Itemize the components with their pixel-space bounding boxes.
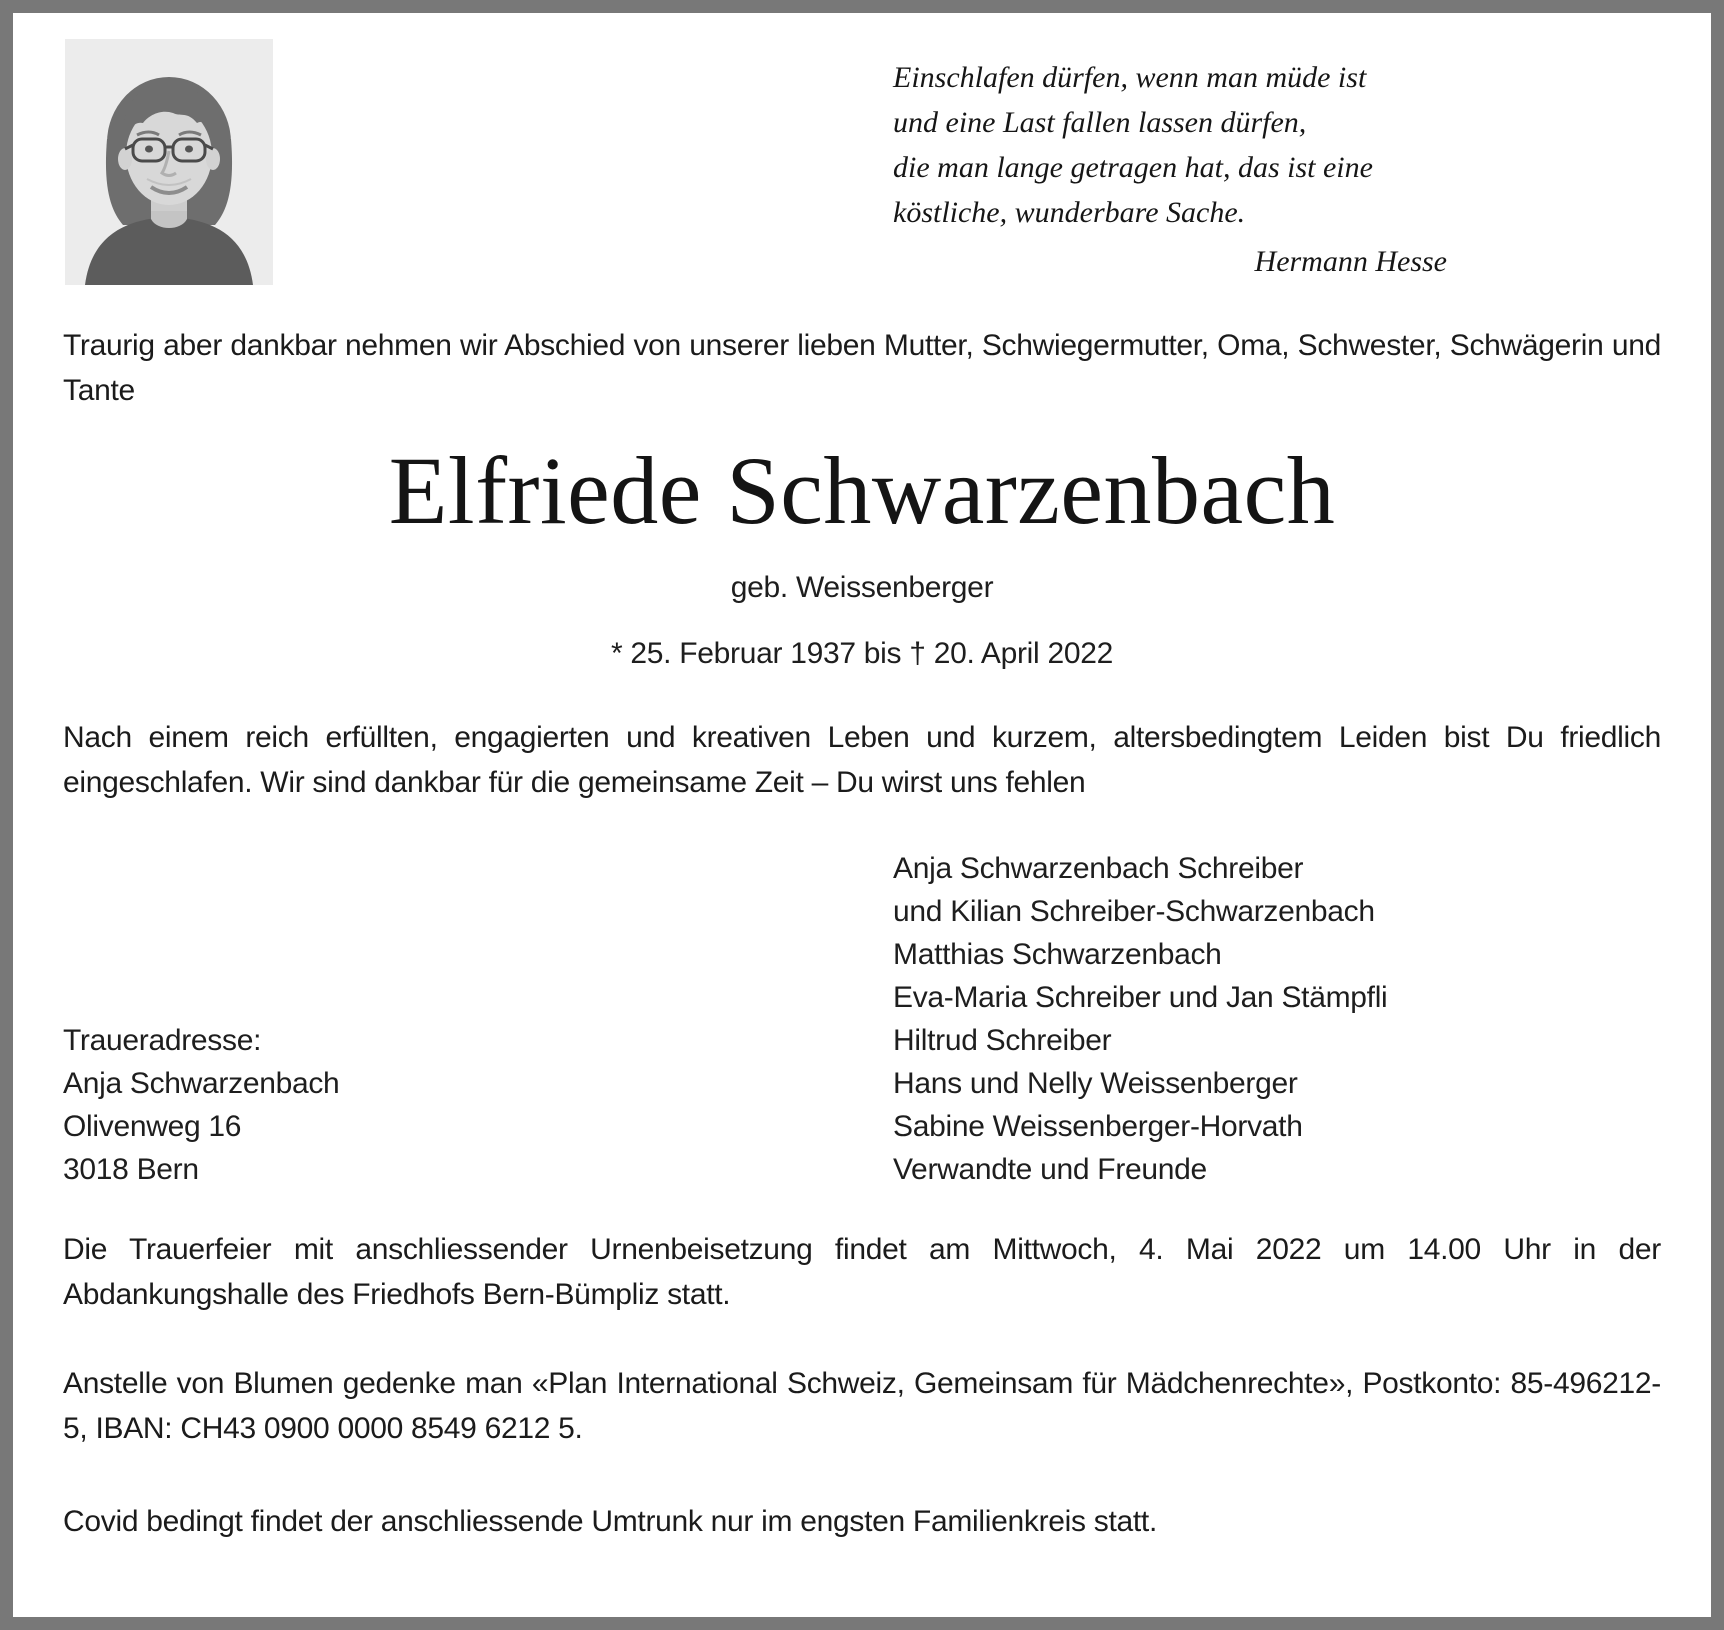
mourning-address-line: 3018 Bern <box>63 1153 199 1186</box>
mourner-line: und Kilian Schreiber-Schwarzenbach <box>893 895 1375 928</box>
mourners-section <box>63 847 1661 1191</box>
quote-line: die man lange getragen hat, das ist eine <box>893 151 1373 184</box>
mourner-line: Hans und Nelly Weissenberger <box>893 1067 1298 1100</box>
mourner-line: Matthias Schwarzenbach <box>893 938 1222 971</box>
mourning-address <box>63 847 893 1191</box>
service-info-paragraph: Die Trauerfeier mit anschliessender Urnenbeisetzung findet am Mittwoch, 4. Mai 2022 um 14.00 Uhr in der Abdankungshalle des Friedhofs Bern-Bümpliz statt. <box>63 1233 1661 1311</box>
quote-line: und eine Last fallen lassen dürfen, <box>893 106 1307 139</box>
deceased-name: Elfriede Schwarzenbach <box>388 437 1336 544</box>
birth-death-dates: * 25. Februar 1937 bis † 20. April 2022 <box>611 637 1113 670</box>
covid-note-paragraph: Covid bedingt findet der anschliessende Umtrunk nur im engsten Familienkreis statt. <box>63 1505 1157 1538</box>
obituary-content <box>13 13 1711 1617</box>
memorial-quote <box>893 55 1483 284</box>
mourning-address-line: Anja Schwarzenbach <box>63 1067 340 1100</box>
mourning-address-line: Olivenweg 16 <box>63 1110 242 1143</box>
quote-attribution: Hermann Hesse <box>1254 245 1447 278</box>
mourners-list <box>893 847 1387 1191</box>
maiden-name: geb. Weissenberger <box>730 571 994 604</box>
quote-line: Einschlafen dürfen, wenn man müde ist <box>893 61 1367 94</box>
farewell-paragraph: Nach einem reich erfüllten, engagierten und kreativen Leben und kurzem, altersbedingtem Leiden bist Du friedlich eingeschlafen. Wir sind dankbar für die gemeinsame Zeit – Du wirst uns fehlen <box>63 721 1661 799</box>
mourner-line: Sabine Weissenberger-Horvath <box>893 1110 1303 1143</box>
quote-line: köstliche, wunderbare Sache. <box>893 196 1246 229</box>
mourner-line: Anja Schwarzenbach Schreiber <box>893 852 1304 885</box>
mourning-address-label: Traueradresse: <box>63 1024 262 1057</box>
intro-paragraph: Traurig aber dankbar nehmen wir Abschied von unserer lieben Mutter, Schwiegermutter, Oma, Schwester, Schwägerin und Tante <box>63 329 1661 407</box>
header-row <box>63 39 1661 285</box>
mourner-line: Verwandte und Freunde <box>893 1153 1207 1186</box>
mourner-line: Eva-Maria Schreiber und Jan Stämpfli <box>893 981 1388 1014</box>
portrait-illustration <box>65 39 273 285</box>
mourner-line: Hiltrud Schreiber <box>893 1024 1112 1057</box>
portrait-photo <box>65 39 273 285</box>
donation-info-paragraph: Anstelle von Blumen gedenke man «Plan International Schweiz, Gemeinsam für Mädchenrechte», Postkonto: 85-496212-5, IBAN: CH43 0900 0000 8549 6212 5. <box>63 1367 1661 1445</box>
